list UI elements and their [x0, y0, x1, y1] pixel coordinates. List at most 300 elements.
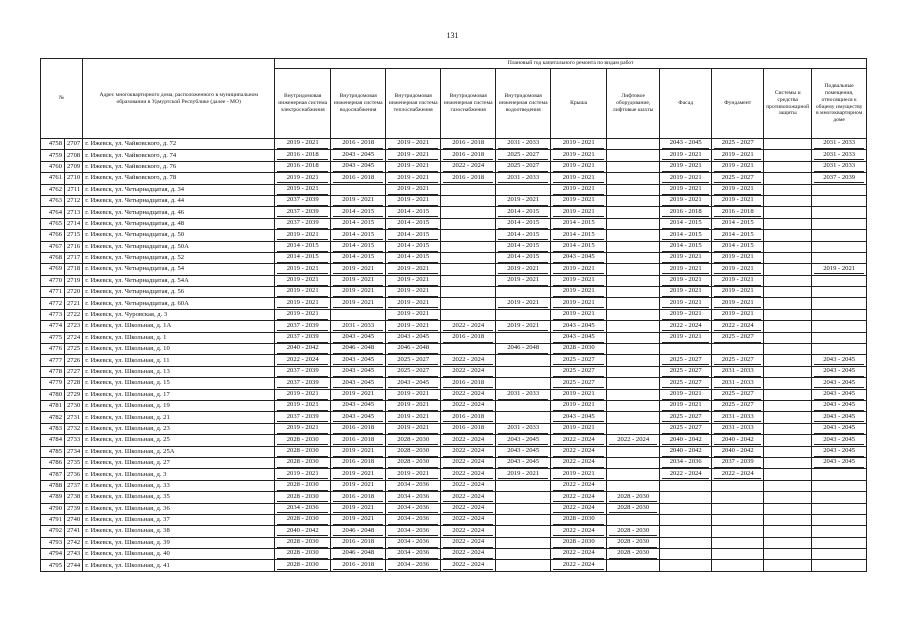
row-year-cell: 2037 - 2039 [712, 457, 764, 468]
row-year-cell [712, 526, 764, 537]
row-year-cell: 2043 - 2045 [812, 435, 867, 446]
row-year-cell: 2043 - 2045 [551, 252, 607, 263]
row-year-cell: 2025 - 2027 [712, 173, 764, 184]
row-year-cell: 2019 - 2021 [660, 309, 712, 320]
row-year-cell [812, 526, 867, 537]
row-year-cell: 2014 - 2015 [496, 207, 551, 218]
row-year-cell: 2043 - 2045 [386, 332, 441, 343]
row-year-cell [712, 492, 764, 503]
row-year-cell [441, 230, 496, 241]
row-year-cell [607, 344, 660, 355]
row-number: 4758 [41, 139, 65, 150]
table-row [41, 457, 867, 468]
row-number: 4784 [41, 435, 65, 446]
row-year-cell: 2022 - 2024 [441, 389, 496, 400]
row-year-cell [607, 469, 660, 480]
row-mo-number: 2743 [65, 549, 83, 560]
row-year-cell [607, 423, 660, 434]
row-year-cell: 2043 - 2045 [551, 332, 607, 343]
row-year-cell [607, 230, 660, 241]
row-year-cell: 2022 - 2024 [441, 492, 496, 503]
row-year-cell [607, 298, 660, 309]
header-work-4: Внутридомовая инженерная система водоотведения [496, 69, 551, 139]
row-mo-number: 2720 [65, 287, 83, 298]
table-row [41, 332, 867, 343]
row-year-cell: 2043 - 2045 [386, 378, 441, 389]
row-mo-number: 2715 [65, 230, 83, 241]
row-address: г. Ижевск, ул. Школьная, д. 13 [83, 366, 275, 377]
row-year-cell: 2019 - 2021 [660, 161, 712, 172]
row-year-cell: 2046 - 2048 [331, 549, 386, 560]
row-address: г. Ижевск, ул. Школьная, д. 38 [83, 526, 275, 537]
row-year-cell: 2043 - 2045 [812, 378, 867, 389]
row-year-cell: 2022 - 2024 [441, 366, 496, 377]
row-address: г. Ижевск, ул. Школьная, д. 17 [83, 389, 275, 400]
row-mo-number: 2732 [65, 423, 83, 434]
row-year-cell: 2019 - 2021 [712, 195, 764, 206]
row-year-cell: 2019 - 2021 [712, 161, 764, 172]
row-year-cell [607, 150, 660, 161]
row-year-cell [764, 332, 812, 343]
row-year-cell: 2037 - 2039 [275, 321, 331, 332]
row-year-cell: 2025 - 2027 [496, 150, 551, 161]
row-mo-number: 2708 [65, 150, 83, 161]
table-row [41, 400, 867, 411]
row-year-cell: 2022 - 2024 [551, 446, 607, 457]
row-mo-number: 2728 [65, 378, 83, 389]
row-year-cell: 2019 - 2021 [551, 287, 607, 298]
row-year-cell: 2016 - 2018 [441, 150, 496, 161]
table-row [41, 378, 867, 389]
row-year-cell: 2019 - 2021 [660, 287, 712, 298]
row-year-cell: 2025 - 2027 [660, 412, 712, 423]
row-year-cell: 2019 - 2021 [386, 287, 441, 298]
table-row [41, 412, 867, 423]
row-year-cell: 2016 - 2018 [331, 423, 386, 434]
table-row [41, 287, 867, 298]
row-year-cell [764, 230, 812, 241]
row-year-cell [607, 480, 660, 491]
header-work-6: Лифтовое оборудование, лифтовые шахты [607, 69, 660, 139]
row-year-cell [660, 480, 712, 491]
row-year-cell: 2022 - 2024 [441, 446, 496, 457]
row-year-cell: 2016 - 2018 [441, 412, 496, 423]
row-year-cell: 2014 - 2015 [660, 241, 712, 252]
row-year-cell: 2028 - 2030 [275, 560, 331, 571]
row-year-cell: 2019 - 2021 [331, 480, 386, 491]
table-row [41, 514, 867, 525]
table-row [41, 264, 867, 275]
row-year-cell: 2043 - 2045 [551, 321, 607, 332]
row-year-cell: 2040 - 2042 [275, 344, 331, 355]
table-row [41, 241, 867, 252]
row-year-cell [441, 309, 496, 320]
table-row [41, 207, 867, 218]
row-year-cell: 2031 - 2033 [812, 161, 867, 172]
row-number: 4761 [41, 173, 65, 184]
row-year-cell [764, 184, 812, 195]
row-address: г. Ижевск, ул. Школьная, д. 41 [83, 560, 275, 571]
row-year-cell [607, 184, 660, 195]
row-year-cell: 2022 - 2024 [441, 560, 496, 571]
row-year-cell: 2034 - 2036 [386, 549, 441, 560]
row-number: 4775 [41, 332, 65, 343]
row-year-cell [660, 492, 712, 503]
table-row [41, 423, 867, 434]
row-year-cell: 2031 - 2033 [812, 139, 867, 150]
row-mo-number: 2719 [65, 275, 83, 286]
row-year-cell [764, 469, 812, 480]
row-year-cell [496, 378, 551, 389]
row-year-cell [660, 344, 712, 355]
row-year-cell: 2043 - 2045 [812, 400, 867, 411]
row-year-cell [441, 287, 496, 298]
row-year-cell: 2040 - 2042 [712, 435, 764, 446]
row-year-cell: 2019 - 2021 [275, 173, 331, 184]
row-year-cell: 2037 - 2039 [275, 412, 331, 423]
row-year-cell [764, 457, 812, 468]
row-year-cell: 2031 - 2033 [331, 321, 386, 332]
row-year-cell: 2016 - 2018 [331, 492, 386, 503]
row-year-cell [660, 514, 712, 525]
row-year-cell: 2016 - 2018 [331, 457, 386, 468]
row-year-cell [712, 480, 764, 491]
row-address: г. Ижевск, ул. Школьная, д. 10 [83, 344, 275, 355]
row-address: г. Ижевск, ул. Четырнадцатая, д. 54 [83, 264, 275, 275]
row-number: 4787 [41, 469, 65, 480]
row-address: г. Ижевск, ул. Школьная, д. 19 [83, 400, 275, 411]
row-year-cell [441, 241, 496, 252]
row-year-cell: 2016 - 2018 [441, 332, 496, 343]
row-year-cell: 2028 - 2030 [275, 480, 331, 491]
row-year-cell: 2014 - 2015 [386, 252, 441, 263]
row-year-cell [660, 560, 712, 571]
row-number: 4781 [41, 400, 65, 411]
row-address: г. Ижевск, ул. Четырнадцатая, д. 50А [83, 241, 275, 252]
header-work-3: Внутридомовая инженерная система газоснабжения [441, 69, 496, 139]
row-year-cell: 2019 - 2021 [551, 150, 607, 161]
row-year-cell [812, 537, 867, 548]
table-row [41, 150, 867, 161]
row-year-cell: 2019 - 2021 [551, 264, 607, 275]
table-row [41, 549, 867, 560]
row-year-cell: 2028 - 2030 [607, 526, 660, 537]
row-year-cell: 2016 - 2018 [331, 173, 386, 184]
row-number: 4795 [41, 560, 65, 571]
row-year-cell: 2022 - 2024 [660, 321, 712, 332]
row-year-cell: 2022 - 2024 [441, 549, 496, 560]
row-year-cell [607, 389, 660, 400]
row-number: 4776 [41, 344, 65, 355]
row-number: 4778 [41, 366, 65, 377]
row-year-cell [607, 332, 660, 343]
row-year-cell: 2019 - 2021 [660, 400, 712, 411]
row-address: г. Ижевск, ул. Школьная, д. 25 [83, 435, 275, 446]
row-year-cell [812, 492, 867, 503]
row-year-cell: 2046 - 2048 [496, 344, 551, 355]
row-year-cell: 2019 - 2021 [386, 423, 441, 434]
row-year-cell: 2014 - 2015 [712, 230, 764, 241]
row-number: 4768 [41, 252, 65, 263]
row-number: 4791 [41, 514, 65, 525]
row-year-cell: 2040 - 2042 [275, 526, 331, 537]
row-number: 4759 [41, 150, 65, 161]
row-year-cell: 2028 - 2030 [551, 537, 607, 548]
row-year-cell [764, 560, 812, 571]
row-year-cell [607, 287, 660, 298]
row-year-cell: 2019 - 2021 [386, 469, 441, 480]
row-year-cell: 2043 - 2045 [812, 366, 867, 377]
row-year-cell: 2034 - 2036 [386, 514, 441, 525]
row-year-cell [496, 287, 551, 298]
row-year-cell [764, 480, 812, 491]
table-row [41, 469, 867, 480]
row-year-cell [496, 480, 551, 491]
row-year-cell [607, 514, 660, 525]
row-year-cell: 2019 - 2021 [551, 309, 607, 320]
row-year-cell: 2019 - 2021 [660, 184, 712, 195]
row-year-cell: 2016 - 2018 [441, 139, 496, 150]
row-year-cell [764, 195, 812, 206]
row-number: 4790 [41, 503, 65, 514]
row-year-cell: 2014 - 2015 [496, 241, 551, 252]
row-year-cell: 2019 - 2021 [331, 469, 386, 480]
row-year-cell: 2019 - 2021 [712, 287, 764, 298]
row-year-cell [607, 252, 660, 263]
table-row [41, 344, 867, 355]
row-year-cell: 2034 - 2036 [386, 480, 441, 491]
row-year-cell [607, 457, 660, 468]
row-year-cell: 2019 - 2021 [331, 389, 386, 400]
row-year-cell: 2016 - 2018 [331, 560, 386, 571]
row-mo-number: 2710 [65, 173, 83, 184]
row-year-cell: 2025 - 2027 [712, 389, 764, 400]
row-year-cell: 2037 - 2039 [275, 366, 331, 377]
row-year-cell: 2019 - 2021 [386, 412, 441, 423]
row-year-cell [607, 264, 660, 275]
row-year-cell: 2043 - 2045 [331, 378, 386, 389]
row-year-cell: 2025 - 2027 [551, 366, 607, 377]
row-year-cell: 2016 - 2018 [331, 435, 386, 446]
row-address: г. Ижевск, ул. Школьная, д. 40 [83, 549, 275, 560]
row-address: г. Ижевск, ул. Школьная, д. 37 [83, 514, 275, 525]
row-year-cell: 2028 - 2030 [551, 344, 607, 355]
row-year-cell: 2019 - 2021 [712, 309, 764, 320]
row-year-cell: 2019 - 2021 [275, 139, 331, 150]
row-year-cell: 2019 - 2021 [386, 264, 441, 275]
row-year-cell: 2028 - 2030 [607, 503, 660, 514]
row-year-cell: 2025 - 2027 [712, 400, 764, 411]
row-mo-number: 2729 [65, 389, 83, 400]
row-number: 4762 [41, 184, 65, 195]
row-mo-number: 2744 [65, 560, 83, 571]
row-mo-number: 2733 [65, 435, 83, 446]
row-year-cell: 2014 - 2015 [386, 230, 441, 241]
row-address: г. Ижевск, ул. Школьная, д. 23 [83, 423, 275, 434]
row-year-cell: 2034 - 2036 [386, 503, 441, 514]
row-year-cell: 2019 - 2021 [331, 264, 386, 275]
row-mo-number: 2723 [65, 321, 83, 332]
row-year-cell: 2019 - 2021 [386, 161, 441, 172]
row-number: 4794 [41, 549, 65, 560]
row-year-cell: 2043 - 2045 [331, 332, 386, 343]
table-row [41, 230, 867, 241]
row-mo-number: 2725 [65, 344, 83, 355]
row-year-cell: 2034 - 2036 [660, 457, 712, 468]
row-year-cell [496, 549, 551, 560]
row-year-cell: 2043 - 2045 [331, 355, 386, 366]
row-mo-number: 2737 [65, 480, 83, 491]
row-year-cell: 2019 - 2021 [551, 139, 607, 150]
row-address: г. Ижевск, ул. Четырнадцатая, д. 34 [83, 184, 275, 195]
row-year-cell: 2043 - 2045 [812, 389, 867, 400]
table-row [41, 492, 867, 503]
row-year-cell: 2019 - 2021 [551, 195, 607, 206]
row-year-cell [812, 344, 867, 355]
row-year-cell: 2019 - 2021 [331, 514, 386, 525]
row-year-cell [764, 287, 812, 298]
row-year-cell: 2019 - 2021 [331, 287, 386, 298]
row-year-cell [764, 514, 812, 525]
row-year-cell: 2022 - 2024 [441, 526, 496, 537]
row-mo-number: 2742 [65, 537, 83, 548]
row-year-cell [812, 184, 867, 195]
row-year-cell: 2016 - 2018 [441, 423, 496, 434]
row-year-cell [607, 400, 660, 411]
row-year-cell: 2025 - 2027 [551, 378, 607, 389]
row-mo-number: 2716 [65, 241, 83, 252]
row-year-cell [496, 514, 551, 525]
row-number: 4769 [41, 264, 65, 275]
row-year-cell [660, 526, 712, 537]
row-year-cell [764, 389, 812, 400]
row-year-cell: 2014 - 2015 [275, 241, 331, 252]
row-year-cell: 2014 - 2015 [660, 230, 712, 241]
row-year-cell [441, 207, 496, 218]
row-address: г. Ижевск, ул. Школьная, д. 35 [83, 492, 275, 503]
row-year-cell [660, 537, 712, 548]
row-year-cell: 2031 - 2033 [712, 366, 764, 377]
row-year-cell: 2019 - 2021 [275, 298, 331, 309]
row-year-cell [812, 298, 867, 309]
row-number: 4788 [41, 480, 65, 491]
row-year-cell [496, 560, 551, 571]
row-year-cell: 2019 - 2021 [660, 150, 712, 161]
row-year-cell: 2028 - 2030 [607, 549, 660, 560]
row-year-cell [764, 435, 812, 446]
row-year-cell [764, 549, 812, 560]
row-year-cell: 2037 - 2039 [812, 173, 867, 184]
row-year-cell: 2022 - 2024 [441, 537, 496, 548]
row-year-cell: 2028 - 2030 [275, 537, 331, 548]
row-year-cell: 2016 - 2018 [441, 173, 496, 184]
row-number: 4760 [41, 161, 65, 172]
row-year-cell: 2022 - 2024 [551, 503, 607, 514]
row-year-cell: 2014 - 2015 [712, 218, 764, 229]
row-year-cell: 2019 - 2021 [712, 298, 764, 309]
row-year-cell [712, 514, 764, 525]
row-year-cell: 2016 - 2018 [441, 378, 496, 389]
row-year-cell: 2022 - 2024 [441, 514, 496, 525]
table-row [41, 321, 867, 332]
row-year-cell [712, 344, 764, 355]
row-year-cell: 2022 - 2024 [441, 435, 496, 446]
table-row [41, 503, 867, 514]
row-year-cell: 2014 - 2015 [551, 230, 607, 241]
row-number: 4765 [41, 218, 65, 229]
row-address: г. Ижевск, ул. Школьная, д. 21 [83, 412, 275, 423]
row-year-cell [764, 526, 812, 537]
row-year-cell [607, 241, 660, 252]
row-mo-number: 2707 [65, 139, 83, 150]
row-year-cell [607, 366, 660, 377]
row-address: г. Ижевск, ул. Школьная, д. 1 [83, 332, 275, 343]
row-year-cell: 2025 - 2027 [551, 355, 607, 366]
row-year-cell [441, 218, 496, 229]
table-row [41, 195, 867, 206]
row-year-cell: 2028 - 2030 [386, 457, 441, 468]
row-address: г. Ижевск, ул. Школьная, д. 15 [83, 378, 275, 389]
header-number: № [41, 59, 83, 139]
row-year-cell [764, 423, 812, 434]
table-row [41, 435, 867, 446]
row-mo-number: 2734 [65, 446, 83, 457]
row-address: г. Ижевск, ул. Четырнадцатая, д. 56 [83, 287, 275, 298]
table-row [41, 355, 867, 366]
table-row [41, 218, 867, 229]
row-year-cell [764, 344, 812, 355]
row-year-cell [812, 309, 867, 320]
row-address: г. Ижевск, ул. Школьная, д. 25А [83, 446, 275, 457]
table-row [41, 446, 867, 457]
row-year-cell: 2019 - 2021 [386, 275, 441, 286]
row-year-cell: 2043 - 2045 [331, 366, 386, 377]
header-work-8: Фундамент [712, 69, 764, 139]
row-year-cell: 2014 - 2015 [551, 241, 607, 252]
row-year-cell: 2014 - 2015 [331, 252, 386, 263]
row-year-cell: 2014 - 2015 [496, 230, 551, 241]
row-year-cell: 2019 - 2021 [496, 264, 551, 275]
row-year-cell: 2034 - 2036 [386, 526, 441, 537]
row-year-cell: 2022 - 2024 [441, 469, 496, 480]
row-year-cell: 2014 - 2015 [331, 207, 386, 218]
row-year-cell: 2043 - 2045 [812, 423, 867, 434]
row-year-cell: 2019 - 2021 [660, 275, 712, 286]
row-year-cell: 2031 - 2033 [812, 150, 867, 161]
row-number: 4764 [41, 207, 65, 218]
row-number: 4766 [41, 230, 65, 241]
row-year-cell: 2025 - 2027 [386, 366, 441, 377]
row-year-cell [764, 492, 812, 503]
table-row [41, 139, 867, 150]
row-year-cell: 2019 - 2021 [496, 298, 551, 309]
row-year-cell [607, 139, 660, 150]
row-address: г. Ижевск, ул. Школьная, д. 33 [83, 480, 275, 491]
row-year-cell: 2019 - 2021 [551, 400, 607, 411]
row-year-cell [441, 298, 496, 309]
row-year-cell: 2028 - 2030 [386, 446, 441, 457]
row-year-cell: 2019 - 2021 [551, 161, 607, 172]
table-row [41, 480, 867, 491]
row-mo-number: 2736 [65, 469, 83, 480]
table-row [41, 161, 867, 172]
row-year-cell: 2019 - 2021 [551, 469, 607, 480]
row-number: 4780 [41, 389, 65, 400]
row-address: г. Ижевск, ул. Школьная, д. 36 [83, 503, 275, 514]
row-year-cell: 2022 - 2024 [275, 355, 331, 366]
row-year-cell: 2019 - 2021 [331, 195, 386, 206]
row-year-cell [496, 503, 551, 514]
